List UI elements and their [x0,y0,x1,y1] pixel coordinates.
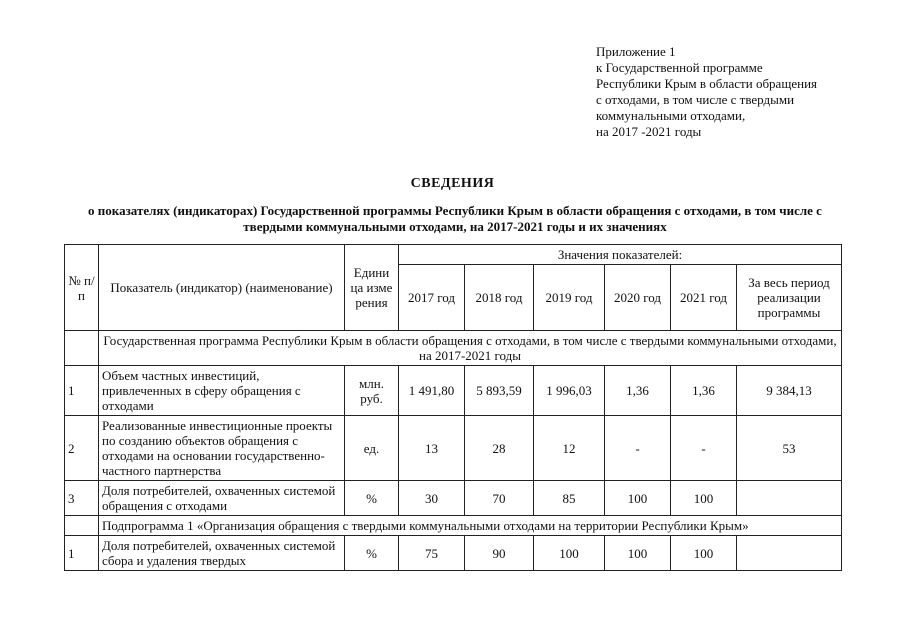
row-2021: 100 [671,481,737,516]
indicators-table [64,244,842,571]
row-2018: 5 893,59 [465,366,534,416]
row-2020: - [605,416,671,481]
header-row-1 [65,245,842,265]
document-subtitle: о показателях (индикаторах) Государственной программы Республики Крым в области обращения с отходами, в том числе с твердыми коммунальными отходами, на 2017-2021 годы и их значениях [88,203,822,234]
appendix-note: Приложение 1 к Государственной программе Республики Крым в области обращения с отходами, в том числе с твердыми коммунальными отходами, на 2017 -2021 годы [596,44,817,139]
row-2019: 1 996,03 [534,366,605,416]
row-total [737,481,842,516]
row-2018: 70 [465,481,534,516]
row-name: Доля потребителей, охваченных системой сбора и удаления твердых [99,536,345,571]
row-num: 2 [65,416,99,481]
subprogram-num-cell [65,516,99,536]
values-group-header: Значения показателей: [399,245,842,265]
subprogram-row [65,516,842,536]
col-unit-header: Едини ца изме рения [345,245,399,331]
row-unit: ед. [345,416,399,481]
row-2017: 75 [399,536,465,571]
col-2017-header: 2017 год [399,265,465,331]
row-2021: 100 [671,536,737,571]
section-title: Государственная программа Республики Крым в области обращения с отходами, в том числе с твердыми коммунальными отходами, на 2017-2021 годы [99,331,842,366]
row-name: Реализованные инвестиционные проекты по созданию объектов обращения с отходами на основании государственно-частного партнерства [99,416,345,481]
table-row [65,416,842,481]
row-2020: 1,36 [605,366,671,416]
row-2020: 100 [605,536,671,571]
row-2018: 90 [465,536,534,571]
table-row [65,481,842,516]
row-2020: 100 [605,481,671,516]
row-unit: % [345,536,399,571]
col-2020-header: 2020 год [605,265,671,331]
row-num: 3 [65,481,99,516]
col-total-header: За весь период реализации программы [737,265,842,331]
table-row [65,366,842,416]
row-num: 1 [65,536,99,571]
col-2021-header: 2021 год [671,265,737,331]
row-total: 53 [737,416,842,481]
row-2021: - [671,416,737,481]
row-name: Доля потребителей, охваченных системой обращения с отходами [99,481,345,516]
row-total: 9 384,13 [737,366,842,416]
subprogram-title: Подпрограмма 1 «Организация обращения с твердыми коммунальными отходами на территории Республики Крым» [99,516,842,536]
row-unit: млн. руб. [345,366,399,416]
section-num-cell [65,331,99,366]
row-2018: 28 [465,416,534,481]
row-2017: 1 491,80 [399,366,465,416]
row-num: 1 [65,366,99,416]
row-2019: 85 [534,481,605,516]
row-total [737,536,842,571]
section-row [65,331,842,366]
row-2021: 1,36 [671,366,737,416]
col-2019-header: 2019 год [534,265,605,331]
row-2019: 12 [534,416,605,481]
row-2019: 100 [534,536,605,571]
table-row [65,536,842,571]
row-2017: 13 [399,416,465,481]
row-unit: % [345,481,399,516]
row-name: Объем частных инвестиций, привлеченных в сферу обращения с отходами [99,366,345,416]
document-title: СВЕДЕНИЯ [410,176,495,191]
col-num-header: № п/п [65,245,99,331]
col-2018-header: 2018 год [465,265,534,331]
col-indicator-header: Показатель (индикатор) (наименование) [99,245,345,331]
row-2017: 30 [399,481,465,516]
